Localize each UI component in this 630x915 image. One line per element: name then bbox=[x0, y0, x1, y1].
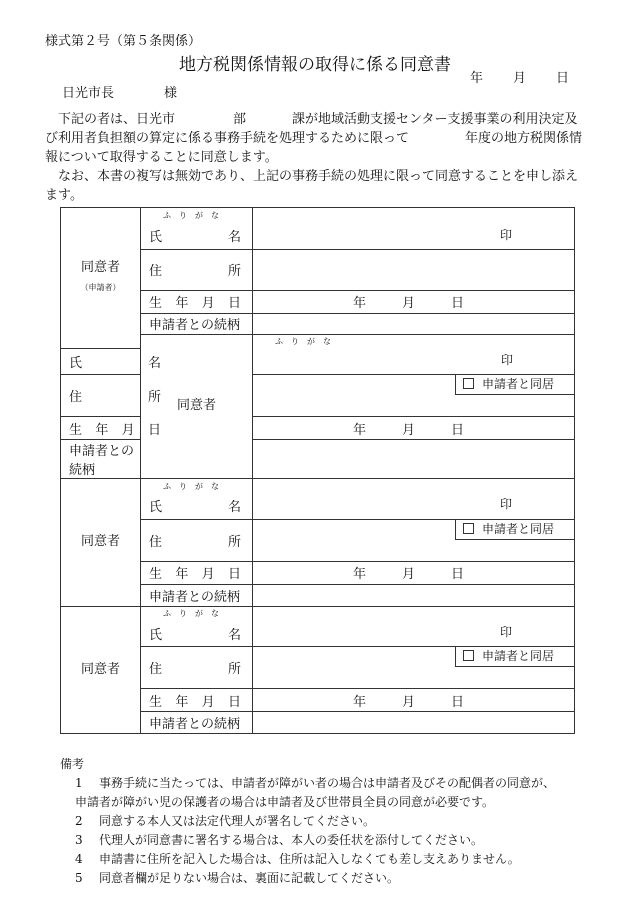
relation-label: 申請者との続柄 bbox=[141, 313, 253, 334]
note-item: 4 申請書に住所を記入した場合は、住所は記入しなくても差し支えありません。 bbox=[75, 852, 520, 866]
seal-mark: 印 bbox=[499, 497, 512, 511]
block-label-consenter: 同意者 bbox=[61, 606, 141, 734]
dob-field-consenter[interactable]: 年 月 日 bbox=[253, 417, 575, 440]
addressee-honorific: 様 bbox=[164, 86, 178, 101]
addressee-org: 日光市長 bbox=[62, 86, 115, 101]
note-item: 2 同意する本人又は法定代理人が署名してください。 bbox=[75, 814, 376, 828]
note-item-continuation: 申請者が障がい児の保護者の場合は申請者及び世帯員全員の同意が必要です。 bbox=[75, 795, 495, 809]
statement-fiscal-year: 年度の地方税関係情報について取得することに同意します。 bbox=[45, 131, 583, 165]
block-label-consenter: 同意者 bbox=[141, 334, 253, 479]
name-label: 氏 名 bbox=[149, 627, 241, 643]
dob-field-applicant[interactable]: 年 月 日 bbox=[253, 290, 575, 313]
name-label: 氏 名 bbox=[149, 500, 241, 516]
seal-mark: 印 bbox=[500, 352, 513, 367]
relation-label: 申請者との続柄 bbox=[61, 440, 141, 479]
submission-date bbox=[470, 67, 599, 86]
name-label: 氏 名 bbox=[69, 356, 161, 371]
name-field-consenter[interactable] bbox=[253, 479, 575, 520]
statement-dept: 部 bbox=[233, 112, 247, 127]
note-item: 5 同意者欄が足りない場合は、裏面に記載してください。 bbox=[75, 871, 400, 885]
name-field-consenter[interactable] bbox=[253, 606, 575, 647]
furigana-label: ふ り が な bbox=[141, 208, 253, 223]
statement-note: なお、本書の複写は無効であり、上記の事務手続の処理に限って同意することを申し添えます。 bbox=[45, 169, 579, 203]
address-label: 住 所 bbox=[69, 390, 161, 405]
furigana-label: ふ り が な bbox=[141, 606, 253, 621]
relation-field-applicant[interactable] bbox=[253, 313, 575, 334]
address-field-consenter[interactable] bbox=[253, 647, 575, 689]
cohabit-checkbox[interactable]: 申請者と同居 bbox=[455, 375, 574, 395]
page-title: 地方税関係情報の取得に係る同意書 bbox=[179, 55, 451, 75]
date-year: 年 bbox=[470, 71, 484, 86]
relation-field-consenter[interactable] bbox=[253, 584, 575, 606]
cohabit-checkbox[interactable]: 申請者と同居 bbox=[455, 647, 574, 667]
note-item: 1 事務手続に当たっては、申請者が障がい者の場合は申請者及びその配偶者の同意が、 bbox=[75, 776, 556, 790]
name-label: 氏 名 bbox=[149, 229, 241, 245]
relation-label: 申請者との続柄 bbox=[141, 584, 253, 606]
address-field-applicant[interactable] bbox=[253, 249, 575, 290]
address-field-consenter[interactable] bbox=[253, 375, 575, 417]
applicant-note: （申請者） bbox=[80, 283, 121, 292]
seal-mark: 印 bbox=[499, 624, 512, 639]
statement-city: 下記の者は、日光市 bbox=[58, 112, 176, 127]
date-day: 日 bbox=[556, 71, 570, 86]
consent-statement bbox=[45, 110, 590, 205]
dob-field-consenter[interactable]: 年 月 日 bbox=[253, 561, 575, 584]
address-label: 住 所 bbox=[149, 264, 241, 279]
date-month: 月 bbox=[513, 71, 527, 86]
dob-label: 生 年 月 日 bbox=[149, 567, 241, 582]
checkbox-icon bbox=[463, 650, 474, 661]
seal-mark: 印 bbox=[499, 228, 512, 242]
furigana-label: ふ り が な bbox=[253, 334, 575, 349]
statement-purpose: 課が地域活動支援センター支援事業の利用決定及び利用者負担額の算定に係る事務手続を処理するために限って bbox=[45, 112, 578, 146]
cohabit-checkbox[interactable]: 申請者と同居 bbox=[455, 520, 574, 540]
address-label: 住 所 bbox=[149, 534, 241, 550]
checkbox-icon bbox=[463, 523, 474, 534]
dob-label: 生 年 月 日 bbox=[69, 422, 161, 438]
relation-field-consenter[interactable] bbox=[253, 712, 575, 734]
checkbox-icon bbox=[463, 378, 474, 389]
notes-section bbox=[60, 755, 555, 888]
form-number: 様式第２号（第５条関係） bbox=[45, 34, 202, 49]
notes-heading: 備考 bbox=[60, 757, 85, 771]
block-label-applicant: 同意者 （申請者） bbox=[61, 208, 141, 349]
relation-field-consenter[interactable] bbox=[253, 440, 575, 479]
dob-label: 生 年 月 日 bbox=[149, 694, 241, 710]
dob-label: 生 年 月 日 bbox=[149, 296, 241, 311]
note-item: 3 代理人が同意書に署名する場合は、本人の委任状を添付してください。 bbox=[75, 833, 484, 847]
block-label-consenter: 同意者 bbox=[61, 479, 141, 607]
furigana-label: ふ り が な bbox=[141, 479, 253, 494]
relation-label: 申請者との続柄 bbox=[141, 712, 253, 734]
address-label: 住 所 bbox=[149, 662, 241, 677]
name-field-applicant[interactable] bbox=[253, 208, 575, 250]
dob-field-consenter[interactable]: 年 月 日 bbox=[253, 689, 575, 712]
consent-table bbox=[60, 207, 575, 734]
addressee bbox=[62, 82, 177, 101]
address-field-consenter[interactable] bbox=[253, 519, 575, 561]
